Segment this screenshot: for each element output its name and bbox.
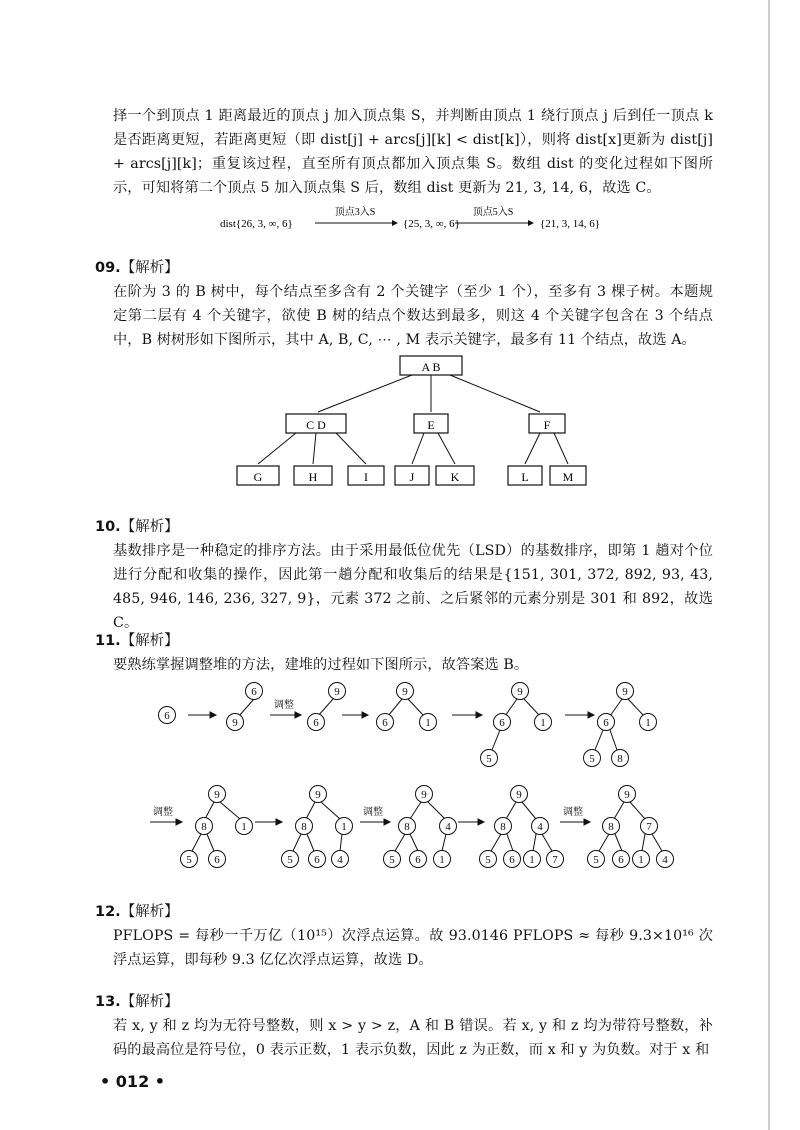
q13-paragraph: 若 x, y 和 z 均为无符号整数，则 x > y > z，A 和 B 错误。若 x, y 和 z 均为带符号整数，补码的最高位是符号位，0 表示正数，1 表示负数，因此 z 为正数，而 x 和 y 为负数。对于 x 和 [113, 1018, 713, 1058]
heap-node-label: 5 [486, 753, 492, 765]
btree-leaf-i-key: I [364, 470, 368, 484]
heap-arrowhead [384, 819, 390, 825]
q12-paragraph: PFLOPS = 每秒一千万亿（10¹⁵）次浮点运算。故 93.0146 PFLOPS ≈ 每秒 9.3×10¹⁶ 次浮点运算，即每秒 9.3 亿亿次浮点运算，故选 D。 [113, 928, 713, 968]
heap-node-label: 9 [334, 686, 340, 698]
heap-node-label: 6 [509, 854, 515, 866]
dist-step2-label: 顶点5入S [472, 207, 514, 218]
heap-node-label: 4 [537, 821, 543, 833]
heap-adjust-label: 调整 [274, 700, 294, 711]
heap-edge [533, 834, 536, 851]
heap-node-label: 1 [645, 717, 651, 729]
heap-edge [192, 834, 201, 851]
heap-node-label: 5 [287, 854, 293, 866]
heap-edge [491, 834, 501, 851]
q09-heading [95, 256, 179, 277]
heap-edge [522, 802, 536, 819]
heap-edge [524, 699, 540, 716]
q10-heading [95, 515, 179, 536]
dist-arrowhead-1 [392, 220, 398, 226]
page-edge-shadow [768, 0, 770, 1130]
heap-node-label: 9 [517, 686, 523, 698]
heap-node-label: 9 [402, 686, 408, 698]
heap-edge [599, 834, 609, 851]
heap-node-label: 6 [251, 686, 257, 698]
heap-node-label: 6 [618, 854, 624, 866]
btree-node-f-key: F [543, 418, 551, 432]
heap-edge [293, 834, 301, 851]
heap-node-label: 8 [201, 821, 207, 833]
heap-edge [220, 802, 240, 819]
heap-node-label: 1 [341, 821, 347, 833]
q10-label: 【解析】 [120, 519, 179, 535]
q13-label: 【解析】 [120, 994, 179, 1010]
heap-edge [408, 699, 424, 716]
q11-label: 【解析】 [120, 633, 179, 649]
heap-arrowhead [295, 712, 301, 718]
dist-end: {21, 3, 14, 6} [540, 218, 601, 230]
heap-edge [395, 834, 405, 851]
heap-adjust-label: 调整 [153, 807, 173, 818]
heap-adjust-label: 调整 [563, 807, 583, 818]
q11-paragraph: 要熟练掌握调整堆的方法，建堆的过程如下图所示，故答案选 B。 [113, 657, 529, 673]
heap-edge [492, 730, 500, 750]
heap-edge [306, 802, 315, 819]
heap-arrowhead [588, 712, 594, 718]
btree-leaf-j-key: J [409, 470, 415, 484]
heap-node-label: 9 [622, 686, 628, 698]
q11-number: 11. [95, 633, 121, 649]
heap-edge [442, 834, 446, 851]
heap-edge [506, 802, 516, 819]
heap-node-label: 8 [608, 821, 614, 833]
heap-edge [505, 699, 517, 716]
intro-paragraph: 择一个到顶点 1 距离最近的顶点 j 加入顶点集 S，并判断由顶点 1 绕行顶点 j 后到任一顶点 k 是否距离更短，若距离更短（即 dist[j] + arcs[j][k] < dist[k]），则将 dist[x]更新为 dist[j] + arcs[j][k]；重复该过程，直至所有顶点都加入顶点集 S。数组 dist 的变化过程如下图所示，可知将第二个顶点 5 加入顶点集 S 后，数组 dist 更新为 21, 3, 14, 6，故选 C。 [113, 108, 713, 196]
heap-node-label: 6 [603, 717, 609, 729]
heap-edge [321, 802, 340, 819]
heap-node-label: 1 [241, 821, 247, 833]
heap-node-label: 5 [485, 854, 491, 866]
heap-node-label: 4 [662, 854, 668, 866]
heap-arrowhead [584, 819, 590, 825]
q10-number: 10. [95, 519, 121, 535]
heap-edge [340, 834, 342, 851]
btree-leaf-k-key: K [450, 470, 460, 484]
heap-edge [239, 699, 254, 716]
btree-leaf-h-key: H [308, 470, 318, 484]
heap-node-label: 9 [315, 789, 321, 801]
q12-number: 12. [95, 904, 121, 920]
heap-node-label: 6 [314, 854, 320, 866]
heap-node-label: 4 [337, 854, 343, 866]
q09-number: 09. [95, 260, 121, 276]
btree-edge [318, 375, 412, 412]
heap-edge [610, 699, 622, 716]
heap-node-label: 1 [425, 717, 431, 729]
heap-edge [307, 834, 314, 851]
heap-arrowhead [478, 819, 484, 825]
dist-start: dist{26, 3, ∞, 6} [220, 218, 293, 230]
heap-node-label: 9 [421, 789, 427, 801]
heap-node-label: 8 [500, 821, 506, 833]
heap-node-label: 9 [516, 789, 522, 801]
heap-node-label: 7 [552, 854, 558, 866]
btree-node-e-key: E [427, 418, 435, 432]
heap-node-label: 8 [301, 821, 307, 833]
btree-leaf-g-key: G [253, 470, 263, 484]
heap-node-label: 1 [540, 717, 546, 729]
heap-adjust-label: 调整 [363, 807, 383, 818]
q09-label: 【解析】 [120, 260, 179, 276]
q12-heading [95, 900, 179, 921]
q13-number: 13. [95, 994, 121, 1010]
heap-edge [652, 834, 662, 851]
heap-node-label: 4 [445, 821, 451, 833]
q12-label: 【解析】 [120, 904, 179, 920]
heap-edge [318, 699, 333, 716]
btree-edge [313, 433, 316, 464]
btree-edge [525, 433, 540, 464]
dist-step1-label: 顶点3入S [334, 207, 376, 218]
q11-heading [95, 629, 179, 650]
heap-edge [542, 834, 552, 851]
heap-node-label: 7 [646, 821, 652, 833]
btree-edge [258, 433, 296, 464]
btree-edge [336, 433, 366, 464]
heap-edge [595, 730, 603, 750]
heap-edge [410, 802, 421, 819]
heap-edge [207, 834, 214, 851]
heap-edge [614, 802, 624, 819]
heap-arrowhead [176, 819, 182, 825]
heap-node-label: 8 [617, 753, 623, 765]
heap-arrowhead [210, 712, 216, 718]
heap-edge [642, 834, 645, 851]
btree-edge [450, 375, 540, 412]
heap-edge [428, 802, 445, 819]
heap-edge [410, 834, 418, 851]
heap-node-label: 8 [404, 821, 410, 833]
heap-node-label: 5 [389, 854, 395, 866]
dist-diagram [210, 202, 630, 236]
heap-node-label: 1 [529, 854, 535, 866]
heap-diagram [0, 672, 800, 882]
heap-edge [205, 802, 214, 819]
heap-edge [628, 699, 644, 716]
dist-arrowhead-2 [528, 220, 534, 226]
heap-edge [630, 802, 645, 819]
q09-paragraph: 在阶为 3 的 B 树中，每个结点至多含有 2 个关键字（至少 1 个），至多有 3 棵子树。本题规定第二层有 4 个关键字，欲使 B 树的结点个数达到最多，则这 4 个关键字包含在 3 个结点中，B 树树形如下图所示，其中 A, B, C, ⋯ , M 表示关键字，最多有 11 个结点，故选 A。 [113, 284, 713, 348]
btree-edge [412, 433, 424, 464]
heap-arrowhead [276, 819, 282, 825]
heap-node-label: 1 [638, 854, 644, 866]
btree-edge [554, 433, 568, 464]
heap-arrowhead [362, 712, 368, 718]
heap-arrowhead [476, 712, 482, 718]
dist-mid: {25, 3, ∞, 6} [403, 218, 460, 230]
heap-node-label: 6 [415, 854, 421, 866]
btree-diagram [0, 350, 800, 500]
heap-node-label: 6 [313, 717, 319, 729]
btree-leaf-m-key: M [562, 470, 574, 484]
btree-leaf-l-key: L [521, 470, 529, 484]
q13-heading [95, 990, 179, 1011]
heap-edge [507, 834, 513, 851]
heap-edge [615, 834, 622, 851]
heap-node-label: 5 [186, 854, 192, 866]
heap-node-label: 6 [214, 854, 220, 866]
heap-node-label: 6 [382, 717, 388, 729]
btree-edge [438, 433, 455, 464]
heap-node-label: 1 [439, 854, 445, 866]
heap-node-label: 6 [499, 717, 505, 729]
heap-edge [388, 699, 402, 716]
heap-node-label: 5 [589, 753, 595, 765]
btree-root-keys: A B [421, 360, 441, 374]
heap-edge [610, 730, 617, 750]
heap-node-label: 6 [164, 710, 170, 722]
heap-node-label: 5 [593, 854, 599, 866]
page-number: • 012 • [100, 1072, 165, 1091]
heap-node-label: 9 [214, 789, 220, 801]
heap-node-label: 9 [624, 789, 630, 801]
btree-node-cd-keys: C D [306, 418, 326, 432]
q10-paragraph: 基数排序是一种稳定的排序方法。由于采用最低位优先（LSD）的基数排序，即第 1 趟对个位进行分配和收集的操作，因此第一趟分配和收集后的结果是{151, 301, 372, 892, 93, 43, 485, 946, 146, 236, 327, 9}，元素 372 之前、之后紧邻的元素分别是 301 和 892，故选 C。 [113, 543, 713, 631]
heap-node-label: 9 [232, 717, 238, 729]
